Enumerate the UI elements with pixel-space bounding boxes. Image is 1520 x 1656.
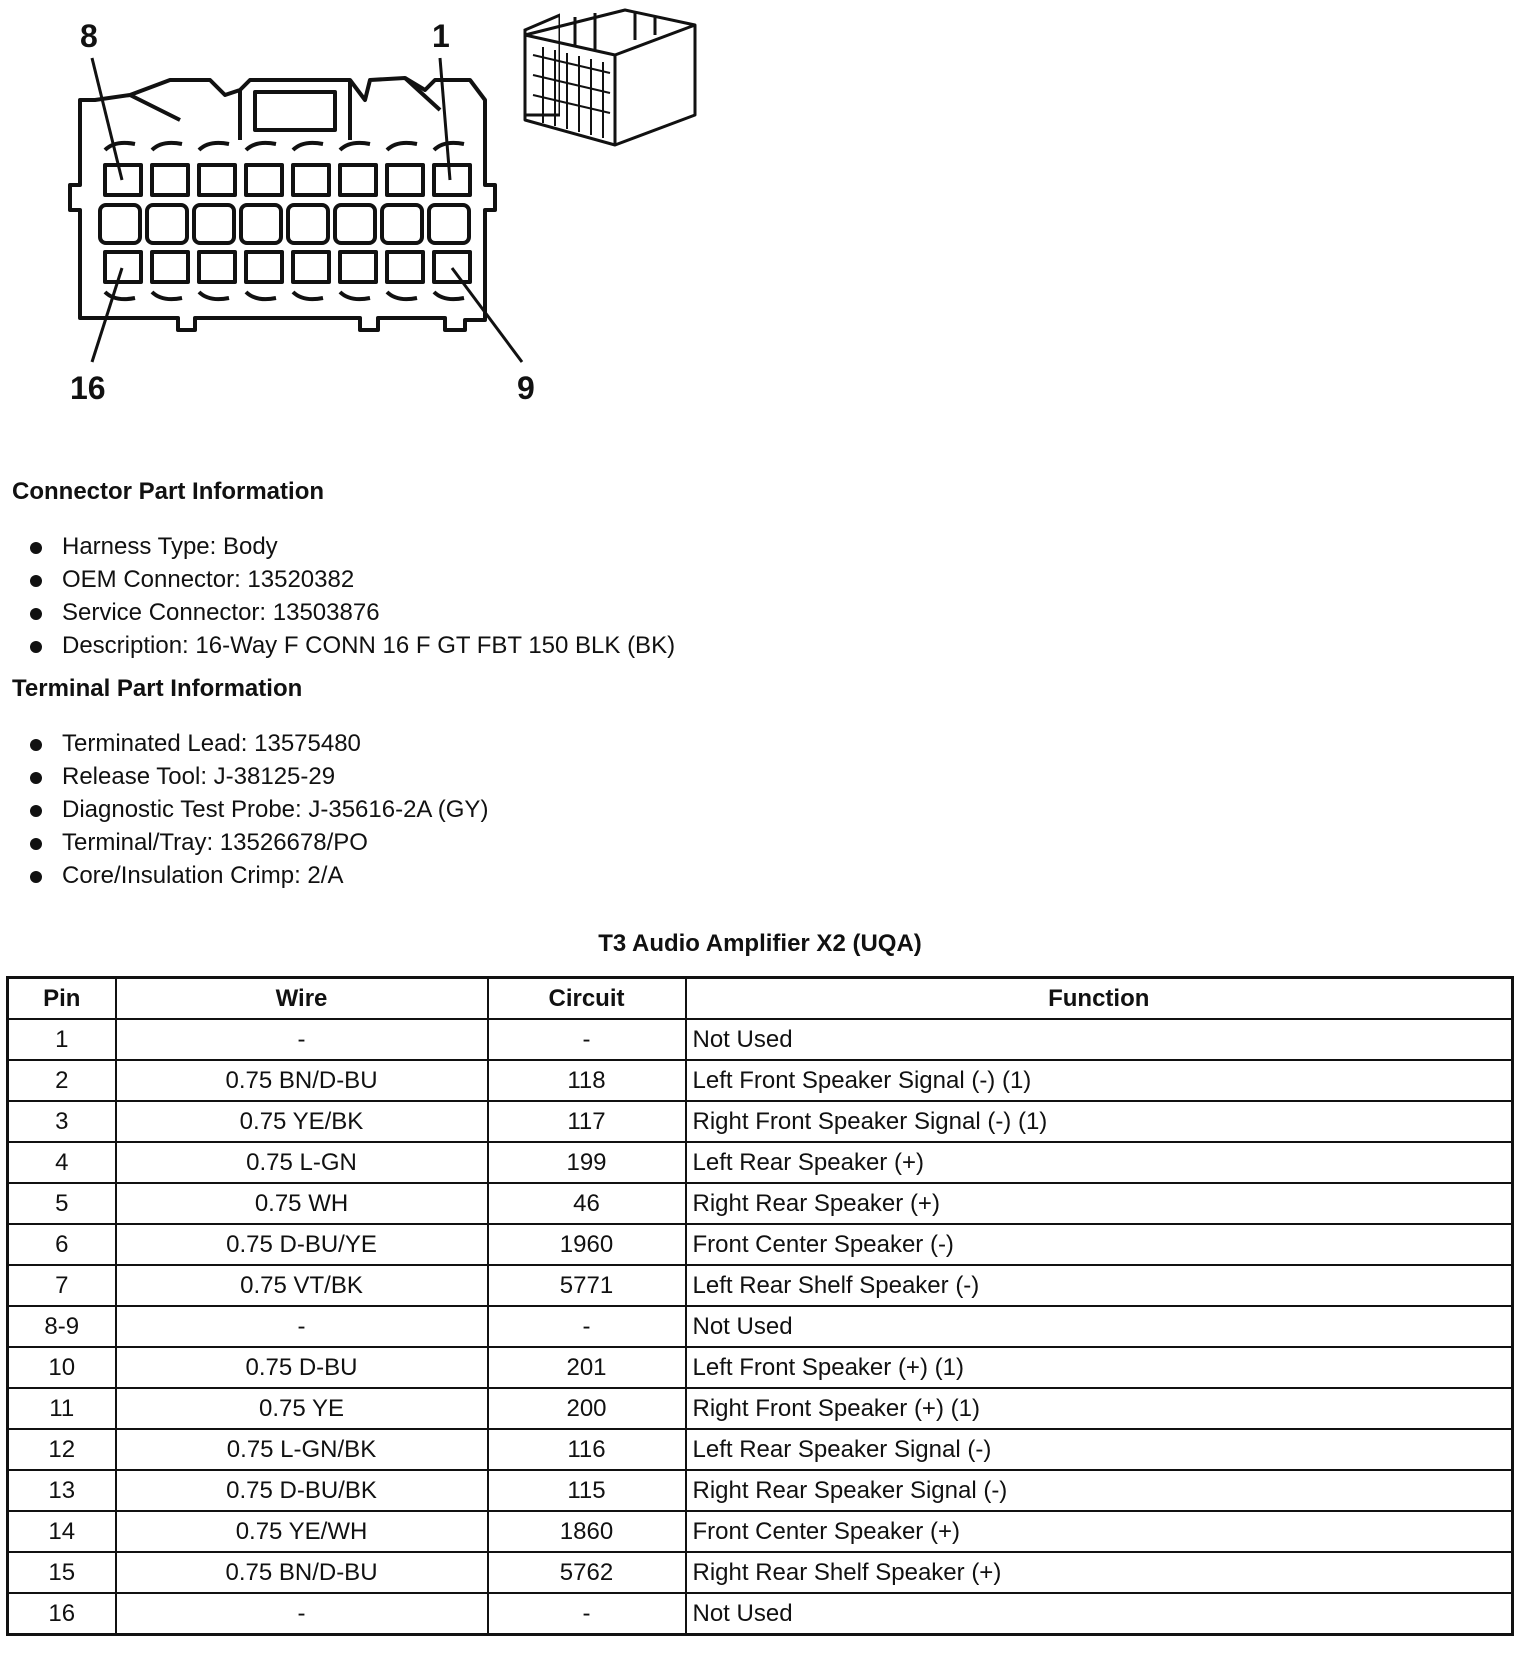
leader-line-pin-8 — [92, 58, 122, 180]
table-row — [8, 1101, 1513, 1142]
list-item: Terminal/Tray: 13526678/PO — [26, 826, 488, 859]
bullet-icon — [30, 608, 42, 620]
middle-latch-row — [100, 205, 469, 243]
wire-cell: 0.75 D-BU — [116, 1347, 488, 1388]
wire-cell: 0.75 VT/BK — [116, 1265, 488, 1306]
function-cell: Right Front Speaker Signal (-) (1) — [686, 1101, 1513, 1142]
table-row — [8, 1019, 1513, 1060]
bottom-cavity-row — [105, 252, 470, 282]
connector-part-info-list — [26, 530, 675, 662]
list-item: Terminated Lead: 13575480 — [26, 727, 488, 760]
pin-cell: 15 — [8, 1552, 116, 1593]
wire-cell: 0.75 L-GN — [116, 1142, 488, 1183]
bullet-icon — [30, 542, 42, 554]
function-cell: Left Rear Speaker Signal (-) — [686, 1429, 1513, 1470]
wire-cell: 0.75 L-GN/BK — [116, 1429, 488, 1470]
function-cell: Front Center Speaker (-) — [686, 1224, 1513, 1265]
circuit-cell: - — [488, 1306, 686, 1347]
list-item: Diagnostic Test Probe: J-35616-2A (GY) — [26, 793, 488, 826]
circuit-cell: 199 — [488, 1142, 686, 1183]
pin-cell: 14 — [8, 1511, 116, 1552]
pin-cell: 16 — [8, 1593, 116, 1635]
connector-part-info-heading: Connector Part Information — [12, 478, 325, 505]
bullet-icon — [30, 871, 42, 883]
pin-label-1: 1 — [432, 18, 450, 54]
pin-label-16: 16 — [70, 370, 106, 406]
pin-cell: 2 — [8, 1060, 116, 1101]
function-cell: Left Front Speaker Signal (-) (1) — [686, 1060, 1513, 1101]
table-row — [8, 1060, 1513, 1101]
wire-cell: 0.75 WH — [116, 1183, 488, 1224]
column-header-wire: Wire — [116, 978, 488, 1020]
table-row — [8, 1552, 1513, 1593]
bullet-icon — [30, 575, 42, 587]
pin-cell: 13 — [8, 1470, 116, 1511]
pin-label-9: 9 — [517, 370, 535, 406]
table-row — [8, 1347, 1513, 1388]
wire-cell: - — [116, 1019, 488, 1060]
top-cavity-row — [105, 165, 470, 195]
pin-cell: 1 — [8, 1019, 116, 1060]
terminal-part-info-heading: Terminal Part Information — [12, 675, 303, 702]
wire-cell: 0.75 D-BU/YE — [116, 1224, 488, 1265]
bullet-icon — [30, 772, 42, 784]
circuit-cell: 115 — [488, 1470, 686, 1511]
list-item: Service Connector: 13503876 — [26, 596, 675, 629]
table-row — [8, 1142, 1513, 1183]
column-header-circuit: Circuit — [488, 978, 686, 1020]
pin-cell: 4 — [8, 1142, 116, 1183]
wire-cell: 0.75 D-BU/BK — [116, 1470, 488, 1511]
column-header-function: Function — [686, 978, 1513, 1020]
function-cell: Front Center Speaker (+) — [686, 1511, 1513, 1552]
pin-cell: 5 — [8, 1183, 116, 1224]
function-cell: Left Rear Speaker (+) — [686, 1142, 1513, 1183]
list-item: Harness Type: Body — [26, 530, 675, 563]
pin-cell: 8-9 — [8, 1306, 116, 1347]
table-row — [8, 1593, 1513, 1635]
circuit-cell: 117 — [488, 1101, 686, 1142]
pin-cell: 11 — [8, 1388, 116, 1429]
terminal-part-info-list — [26, 727, 488, 892]
list-item: OEM Connector: 13520382 — [26, 563, 675, 596]
list-item: Release Tool: J-38125-29 — [26, 760, 488, 793]
function-cell: Right Rear Speaker (+) — [686, 1183, 1513, 1224]
pin-cell: 3 — [8, 1101, 116, 1142]
circuit-cell: 1960 — [488, 1224, 686, 1265]
wire-cell: - — [116, 1593, 488, 1635]
table-row — [8, 1265, 1513, 1306]
table-row — [8, 1429, 1513, 1470]
wire-cell: 0.75 YE/BK — [116, 1101, 488, 1142]
pin-cell: 7 — [8, 1265, 116, 1306]
wire-cell: 0.75 YE/WH — [116, 1511, 488, 1552]
table-row — [8, 1470, 1513, 1511]
bullet-icon — [30, 739, 42, 751]
circuit-cell: 116 — [488, 1429, 686, 1470]
pinout-table — [6, 976, 1514, 1636]
table-row — [8, 1306, 1513, 1347]
function-cell: Not Used — [686, 1306, 1513, 1347]
pin-cell: 6 — [8, 1224, 116, 1265]
table-row — [8, 1511, 1513, 1552]
connector-face-diagram — [0, 0, 560, 420]
wire-cell: 0.75 BN/D-BU — [116, 1060, 488, 1101]
circuit-cell: 5762 — [488, 1552, 686, 1593]
circuit-cell: 201 — [488, 1347, 686, 1388]
function-cell: Right Front Speaker (+) (1) — [686, 1388, 1513, 1429]
function-cell: Right Rear Speaker Signal (-) — [686, 1470, 1513, 1511]
circuit-cell: 1860 — [488, 1511, 686, 1552]
bullet-icon — [30, 838, 42, 850]
circuit-cell: 46 — [488, 1183, 686, 1224]
connector-isometric-view — [515, 5, 705, 155]
pin-label-8: 8 — [80, 18, 98, 54]
function-cell: Left Rear Shelf Speaker (-) — [686, 1265, 1513, 1306]
pin-cell: 10 — [8, 1347, 116, 1388]
function-cell: Left Front Speaker (+) (1) — [686, 1347, 1513, 1388]
table-row — [8, 1388, 1513, 1429]
wire-cell: - — [116, 1306, 488, 1347]
table-header-row — [8, 978, 1513, 1020]
wire-cell: 0.75 BN/D-BU — [116, 1552, 488, 1593]
table-row — [8, 1183, 1513, 1224]
wire-cell: 0.75 YE — [116, 1388, 488, 1429]
pin-cell: 12 — [8, 1429, 116, 1470]
table-title: T3 Audio Amplifier X2 (UQA) — [598, 930, 922, 957]
bullet-icon — [30, 805, 42, 817]
circuit-cell: 200 — [488, 1388, 686, 1429]
list-item: Description: 16-Way F CONN 16 F GT FBT 150 BLK (BK) — [26, 629, 675, 662]
circuit-cell: 118 — [488, 1060, 686, 1101]
function-cell: Not Used — [686, 1593, 1513, 1635]
circuit-cell: 5771 — [488, 1265, 686, 1306]
bullet-icon — [30, 641, 42, 653]
function-cell: Right Rear Shelf Speaker (+) — [686, 1552, 1513, 1593]
function-cell: Not Used — [686, 1019, 1513, 1060]
list-item: Core/Insulation Crimp: 2/A — [26, 859, 488, 892]
circuit-cell: - — [488, 1019, 686, 1060]
circuit-cell: - — [488, 1593, 686, 1635]
table-row — [8, 1224, 1513, 1265]
leader-line-pin-1 — [440, 58, 450, 180]
column-header-pin: Pin — [8, 978, 116, 1020]
